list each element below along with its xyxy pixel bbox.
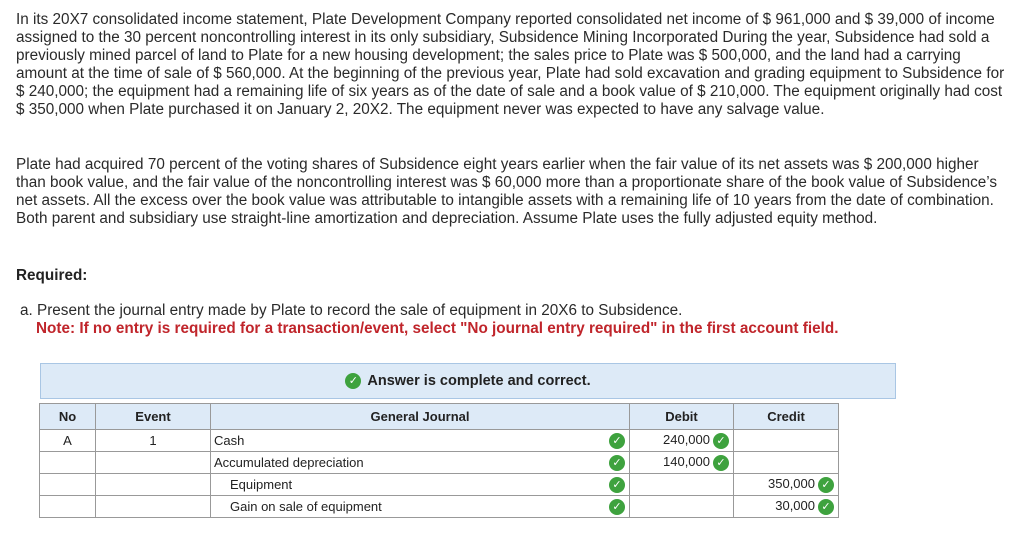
check-circle-icon: ✓ — [345, 373, 361, 389]
debit-value — [729, 477, 733, 492]
header-credit: Credit — [734, 404, 839, 430]
answer-status-text: Answer is complete and correct. — [367, 373, 591, 389]
account-name: Accumulated depreciation — [214, 455, 364, 470]
check-circle-icon: ✓ — [818, 499, 834, 515]
note-instruction: Note: If no entry is required for a transaction/event, select "No journal entry required" in the first account field. — [36, 320, 839, 337]
row-no — [40, 474, 96, 496]
account-field[interactable] — [211, 496, 630, 518]
check-circle-icon: ✓ — [609, 477, 625, 493]
required-heading: Required: — [16, 267, 88, 284]
credit-field[interactable] — [734, 430, 839, 452]
account-name: Cash — [214, 433, 245, 448]
debit-field[interactable] — [630, 430, 734, 452]
credit-value: 30,000 — [775, 498, 815, 514]
row-event: 1 — [96, 430, 211, 452]
row-event — [96, 474, 211, 496]
header-no: No — [40, 404, 96, 430]
row-event — [96, 496, 211, 518]
problem-paragraph-2: Plate had acquired 70 percent of the voting shares of Subsidence eight years earlier when the fair value of its net assets was $ 200,000 higher than book value, and the fair value of the noncontrolling interest was $ 60,000 more than a proportionate share of the book value of Subsidence’s net assets. All the excess over the book value was attributable to intangible assets with a remaining life of 10 years from the date of combination. Both parent and subsidiary use straight-line amortization and depreciation. Assume Plate uses the fully adjusted equity method. — [16, 156, 998, 227]
table-row — [40, 496, 839, 518]
row-no: A — [40, 430, 96, 452]
check-circle-icon: ✓ — [609, 455, 625, 471]
account-field[interactable] — [211, 474, 630, 496]
header-debit: Debit — [630, 404, 734, 430]
part-a-instruction: a. Present the journal entry made by Plate to record the sale of equipment in 20X6 to Subsidence. — [20, 302, 683, 319]
credit-field[interactable] — [734, 496, 839, 518]
credit-field[interactable] — [734, 452, 839, 474]
check-circle-icon: ✓ — [713, 433, 729, 449]
check-circle-icon: ✓ — [609, 433, 625, 449]
debit-value: 140,000 — [663, 454, 710, 470]
debit-field[interactable] — [630, 452, 734, 474]
account-name: Equipment — [230, 477, 293, 492]
table-row — [40, 452, 839, 474]
answer-status-banner — [40, 363, 896, 399]
table-row — [40, 430, 839, 452]
credit-value — [834, 433, 838, 448]
credit-field[interactable] — [734, 474, 839, 496]
problem-paragraph-1: In its 20X7 consolidated income statement, Plate Development Company reported consolidated net income of $ 961,000 and $ 39,000 of income assigned to the 30 percent noncontrolling interest in its only subsidiary, Subsidence Mining Incorporated During the year, Subsidence had sold a previously mined parcel of land to Plate for a new housing development; the sales price to Plate was $ 500,000, and the land had a carrying amount at the time of sale of $ 560,000. At the beginning of the previous year, Plate had sold excavation and grading equipment to Subsidence for $ 240,000; the equipment had a remaining life of six years as of the date of sale and a book value of $ 210,000. The equipment originally had cost $ 350,000 when Plate purchased it on January 2, 20X2. The equipment never was expected to have any salvage value. — [16, 11, 1005, 118]
debit-value: 240,000 — [663, 432, 710, 448]
credit-value — [834, 455, 838, 470]
debit-value — [729, 499, 733, 514]
row-no — [40, 452, 96, 474]
check-circle-icon: ✓ — [713, 455, 729, 471]
table-header-row — [40, 404, 839, 430]
account-name: Gain on sale of equipment — [230, 499, 382, 514]
header-event: Event — [96, 404, 211, 430]
check-circle-icon: ✓ — [609, 499, 625, 515]
journal-entry-table — [39, 403, 839, 518]
credit-value: 350,000 — [768, 476, 815, 492]
row-no — [40, 496, 96, 518]
header-general-journal: General Journal — [211, 404, 630, 430]
row-event — [96, 452, 211, 474]
check-circle-icon: ✓ — [818, 477, 834, 493]
debit-field[interactable] — [630, 474, 734, 496]
debit-field[interactable] — [630, 496, 734, 518]
table-row — [40, 474, 839, 496]
account-field[interactable] — [211, 430, 630, 452]
account-field[interactable] — [211, 452, 630, 474]
